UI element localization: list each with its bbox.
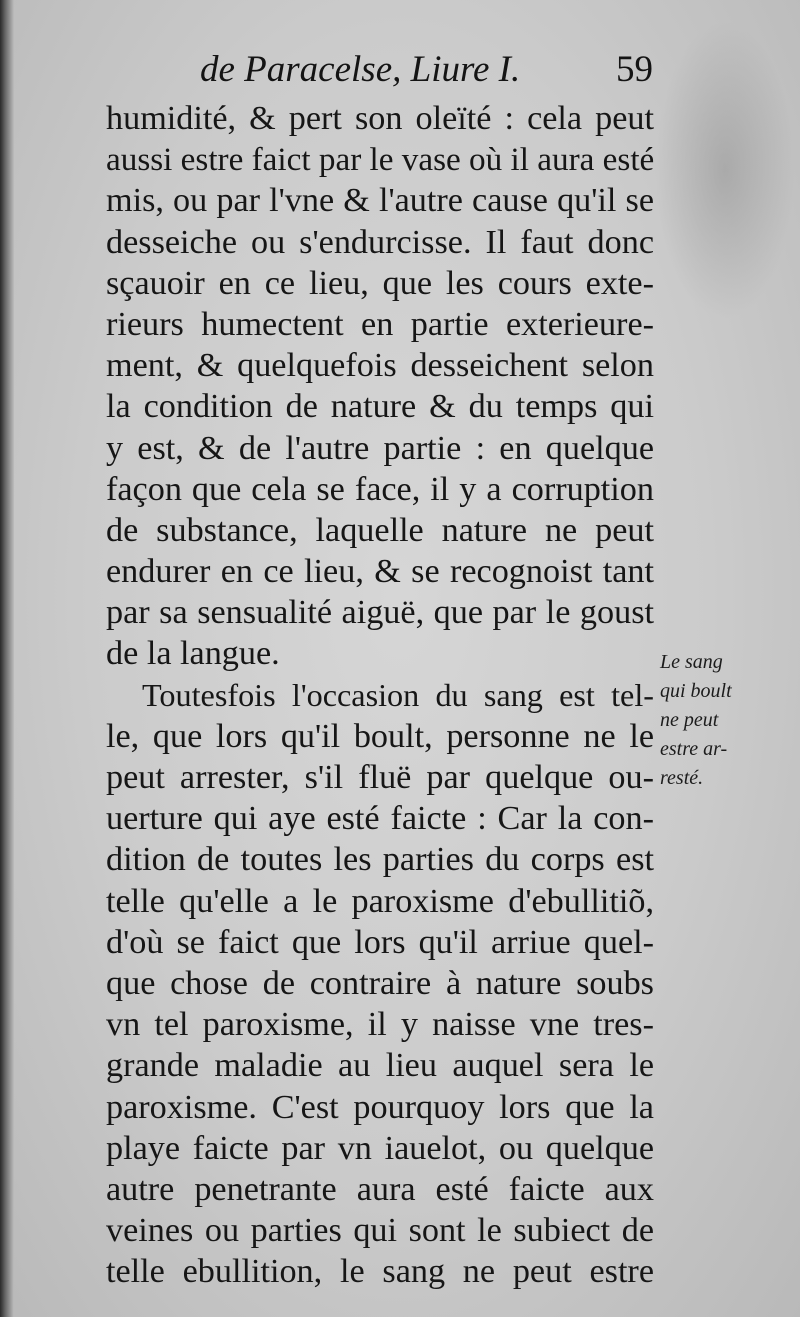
- text-line: grande maladie au lieu auquel sera le: [106, 1047, 654, 1085]
- text-line: veines ou parties qui sont le subiect de: [106, 1212, 654, 1250]
- page-header: [0, 48, 800, 100]
- text-line: que chose de contraire à nature soubs: [106, 964, 654, 1002]
- text-line: telle ebullition, le sang ne peut estre: [106, 1253, 654, 1291]
- text-line: ment, & quelquefois desseichent selon: [106, 347, 654, 385]
- margin-note-line: Le sang: [660, 651, 723, 673]
- text-line: rieurs humectent en partie exterieure-: [106, 305, 654, 343]
- text-line: sçauoir en ce lieu, que les cours exte-: [106, 264, 654, 302]
- text-line: humidité, & pert son oleïté : cela peut: [106, 100, 654, 137]
- text-line: peut arrester, s'il fluë par quelque ou-: [106, 759, 654, 796]
- margin-note: [660, 648, 790, 793]
- text-line: telle qu'elle a le paroxisme d'ebullitiõ,: [106, 882, 654, 920]
- text-line: desseiche ou s'endurcisse. Il faut donc: [106, 223, 654, 261]
- margin-note-line: estre ar-: [660, 738, 728, 760]
- text-line: vn tel paroxisme, il y naisse vne tres-: [106, 1006, 654, 1044]
- page-gutter-shadow: [0, 0, 14, 1317]
- text-line: façon que cela se face, il y a corruption: [106, 470, 654, 508]
- margin-note-line: qui boult: [660, 680, 732, 702]
- text-line: mis, ou par l'vne & l'autre cause qu'il se: [106, 182, 654, 220]
- text-line: d'où se faict que lors qu'il arriue quel-: [106, 923, 654, 961]
- text-line: uerture qui aye esté faicte : Car la con-: [106, 800, 654, 838]
- text-line: endurer en ce lieu, & se recognoist tant: [106, 553, 654, 591]
- text-line: aussi estre faict par le vase où il aura esté: [106, 141, 655, 179]
- text-line: dition de toutes les parties du corps est: [106, 841, 654, 879]
- text-line: par sa sensualité aiguë, que par le goust: [106, 594, 654, 632]
- text-line: la condition de nature & du temps qui: [106, 388, 654, 426]
- paragraph-start-line: Toutesfois l'occasion du sang est tel-: [142, 676, 654, 713]
- margin-note-line: ne peut: [660, 709, 719, 731]
- text-line: le, que lors qu'il boult, personne ne le: [106, 717, 654, 755]
- page-number: 59: [616, 49, 653, 90]
- text-line: autre penetrante aura esté faicte aux: [106, 1170, 654, 1208]
- text-line: playe faicte par vn iauelot, ou quelque: [106, 1129, 654, 1167]
- text-line: y est, & de l'autre partie : en quelque: [106, 429, 654, 467]
- text-line: de substance, laquelle nature ne peut: [106, 511, 654, 549]
- running-title: de Paracelse, Liure I.: [200, 49, 521, 90]
- margin-note-line: resté.: [660, 767, 704, 789]
- text-line: paroxisme. C'est pourquoy lors que la: [106, 1088, 654, 1126]
- text-line: de la langue.: [106, 635, 280, 673]
- main-text-block: [106, 98, 654, 1292]
